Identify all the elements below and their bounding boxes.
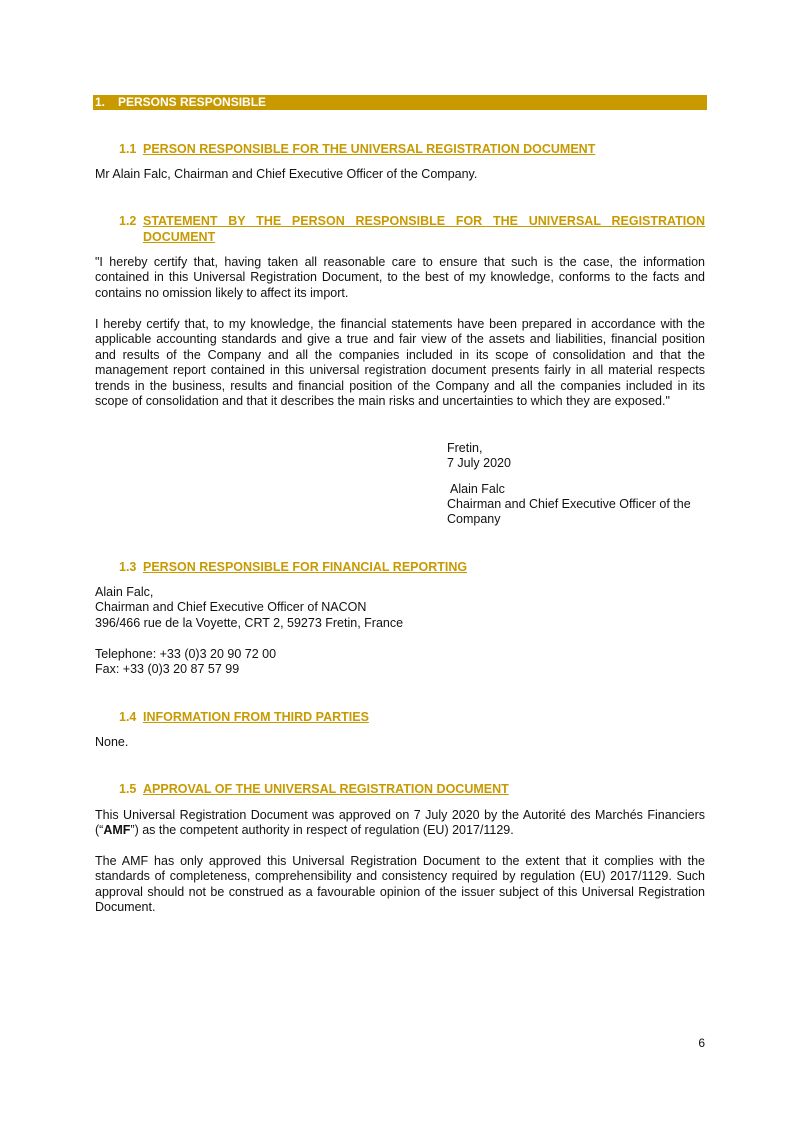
signatory-role-line-2: Company (447, 512, 501, 526)
heading-number: 1.2 (119, 214, 137, 228)
heading-1-1 (119, 141, 705, 157)
heading-text: PERSON RESPONSIBLE FOR THE UNIVERSAL REGISTRATION DOCUMENT (143, 142, 596, 156)
contact-address: 396/466 rue de la Voyette, CRT 2, 59273 Fretin, France (95, 616, 404, 630)
signature-date: 7 July 2020 (447, 456, 511, 470)
contact-telephone: Telephone: +33 (0)3 20 90 72 00 (95, 647, 277, 661)
heading-1-2 (119, 213, 705, 245)
signature-place: Fretin, (447, 441, 483, 455)
contact-fax: Fax: +33 (0)3 20 87 57 99 (95, 662, 240, 676)
amf-abbreviation: AMF (103, 823, 131, 838)
heading-text: APPROVAL OF THE UNIVERSAL REGISTRATION DOCUMENT (143, 782, 509, 796)
contact-role: Chairman and Chief Executive Officer of NACON (95, 600, 367, 614)
heading-number: 1.5 (119, 782, 137, 796)
approval-text-end: ”) as the competent authority in respect of regulation (EU) 2017/1129. (130, 823, 514, 838)
section-title: PERSONS RESPONSIBLE (118, 95, 267, 109)
section-header-bar (93, 95, 707, 110)
section-number: 1. (95, 95, 106, 109)
third-parties-text: None. (95, 735, 129, 749)
heading-1-4 (119, 709, 705, 725)
signatory-role-line-1: Chairman and Chief Executive Officer of the (447, 497, 691, 511)
approval-text-start: This Universal Registration Document was approved on 7 July 2020 by the Autorité des Marchés Financiers (“ (95, 808, 705, 838)
approval-paragraph-2: The AMF has only approved this Universal Registration Document to the extent that it complies with the standards of completeness, comprehensibility and consistency required by regulation (EU) 2017/1129. Such approval should not be construed as a favourable opinion of the issuer subject of this Universal Registration Document. (95, 854, 705, 915)
statement-paragraph-2: I hereby certify that, to my knowledge, the financial statements have been prepared in accordance with the applicable accounting standards and give a true and fair view of the assets and liabilities, financial position and results of the Company and all the companies included in its scope of consolidation and that the management report contained in this universal registration document presents fairly in all material respects trends in the business, results and financial position of the Company and all the companies included in its scope of consolidation and that it describes the main risks and uncertainties to which they are exposed." (95, 317, 705, 409)
heading-text: INFORMATION FROM THIRD PARTIES (143, 710, 369, 724)
approval-paragraph-1 (95, 808, 705, 839)
page-number: 6 (698, 1036, 705, 1050)
person-responsible-text: Mr Alain Falc, Chairman and Chief Executive Officer of the Company. (95, 167, 478, 181)
heading-1-5 (119, 781, 705, 797)
heading-1-3 (119, 559, 705, 575)
heading-text: STATEMENT BY THE PERSON RESPONSIBLE FOR THE UNIVERSAL REGISTRATION DOCUMENT (143, 214, 705, 244)
signatory-name: Alain Falc (450, 482, 505, 496)
heading-number: 1.1 (119, 142, 137, 156)
statement-paragraph-1: "I hereby certify that, having taken all reasonable care to ensure that such is the case, the information contained in this Universal Registration Document, to the best of my knowledge, conforms to the facts and contains no omission likely to affect its import. (95, 255, 705, 300)
heading-text: PERSON RESPONSIBLE FOR FINANCIAL REPORTING (143, 560, 468, 574)
contact-name: Alain Falc, (95, 585, 154, 599)
heading-number: 1.3 (119, 560, 137, 574)
heading-number: 1.4 (119, 710, 137, 724)
